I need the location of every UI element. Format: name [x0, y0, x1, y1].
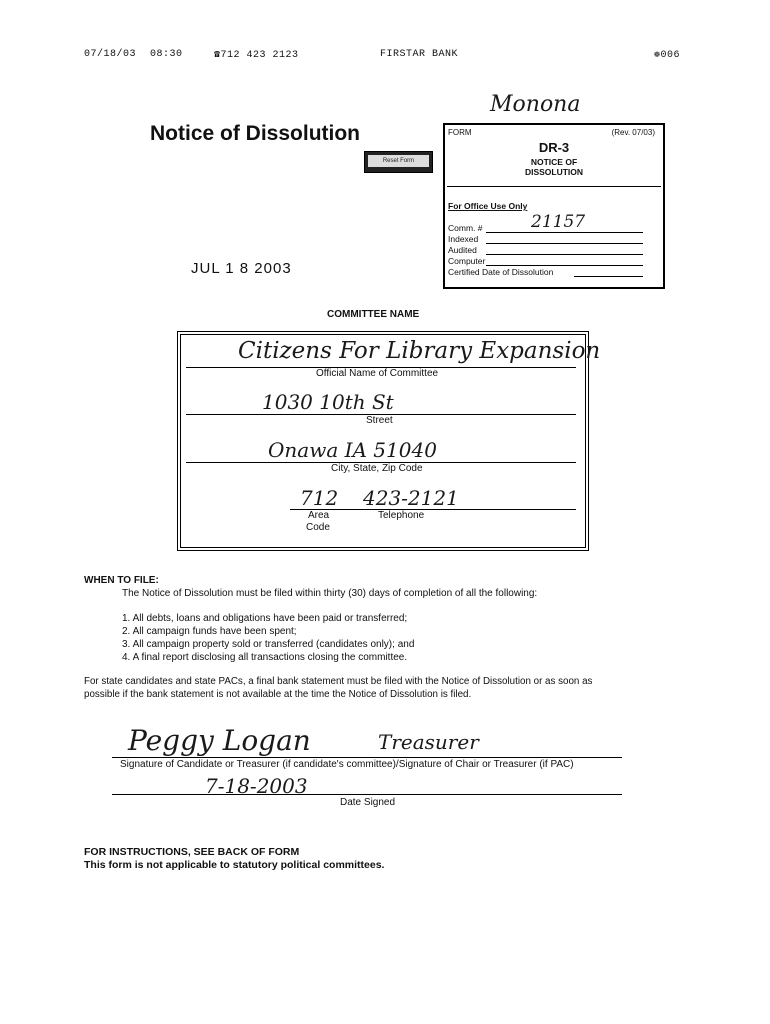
- handwritten-date-signed: 7-18-2003: [205, 774, 308, 798]
- reset-form-button[interactable]: [364, 151, 433, 173]
- area-code-caption-line1: Area: [308, 510, 330, 521]
- reset-form-label: Reset Form: [368, 155, 429, 167]
- form-name-line2: DISSOLUTION: [524, 167, 584, 177]
- date-signed-line: [112, 794, 622, 795]
- handwritten-signature: Peggy Logan: [128, 724, 311, 757]
- handwritten-street: 1030 10th St: [262, 390, 394, 414]
- handwritten-comm-number: 21157: [531, 212, 586, 232]
- page-title: Notice of Dissolution: [150, 122, 360, 145]
- state-note-line2: possible if the bank statement is not available at the time the Notice of Dissolution is filed.: [84, 689, 472, 700]
- official-name-caption: Official Name of Committee: [316, 368, 439, 379]
- fax-page-number: ❁006: [654, 50, 681, 61]
- handwritten-city-state-zip: Onawa IA 51040: [268, 438, 437, 462]
- city-state-zip-caption: City, State, Zip Code: [331, 463, 423, 474]
- handwritten-county: Monona: [490, 92, 581, 117]
- form-code: DR-3: [538, 140, 570, 155]
- fax-date: 07/18/03: [84, 49, 137, 60]
- office-field-certified-date: Certified Date of Dissolution: [448, 267, 643, 278]
- handwritten-signature-title: Treasurer: [378, 730, 479, 754]
- area-code-caption-line2: Code: [306, 522, 330, 533]
- requirement-item-3: 3. All campaign property sold or transferred (candidates only); and: [122, 639, 415, 650]
- when-to-file-heading: WHEN TO FILE:: [84, 575, 159, 586]
- footer-instructions: FOR INSTRUCTIONS, SEE BACK OF FORM: [84, 846, 300, 858]
- signature-caption: Signature of Candidate or Treasurer (if candidate's committee)/Signature of Chair or Treasurer (if PAC): [120, 759, 574, 770]
- fax-time: 08:30: [150, 49, 183, 60]
- when-to-file-intro: The Notice of Dissolution must be filed within thirty (30) days of completion of all the following:: [122, 588, 538, 599]
- form-name-line1: NOTICE OF: [530, 157, 578, 167]
- handwritten-area-code: 712: [300, 486, 339, 510]
- committee-info-box: [177, 331, 601, 551]
- office-field-audited: Audited: [448, 245, 643, 256]
- fax-bank: FIRSTAR BANK: [380, 49, 459, 60]
- handwritten-telephone: 423-2121: [363, 486, 459, 510]
- committee-name-heading: COMMITTEE NAME: [327, 309, 420, 320]
- date-signed-caption: Date Signed: [340, 797, 396, 808]
- form-label: FORM: [448, 128, 472, 137]
- divider: [447, 186, 661, 187]
- office-use-heading: For Office Use Only: [448, 201, 528, 211]
- form-info-box: [443, 123, 665, 289]
- state-note-line1: For state candidates and state PACs, a final bank statement must be filed with the Notice of Dissolution or as soon as: [84, 676, 593, 687]
- form-revision: (Rev. 07/03): [611, 128, 655, 137]
- office-field-comm: Comm. #: [448, 223, 643, 234]
- telephone-line: [290, 509, 576, 510]
- street-caption: Street: [366, 415, 393, 426]
- received-date-stamp: JUL 1 8 2003: [191, 260, 292, 277]
- office-field-indexed: Indexed: [448, 234, 643, 245]
- requirement-item-2: 2. All campaign funds have been spent;: [122, 626, 297, 637]
- office-field-computer: Computer: [448, 256, 643, 267]
- requirement-item-1: 1. All debts, loans and obligations have been paid or transferred;: [122, 613, 408, 624]
- fax-phone: ☎712 423 2123: [214, 50, 299, 61]
- footer-note: This form is not applicable to statutory political committees.: [84, 859, 385, 871]
- telephone-caption: Telephone: [378, 510, 425, 521]
- requirement-item-4: 4. A final report disclosing all transactions closing the committee.: [122, 652, 408, 663]
- handwritten-committee-name: Citizens For Library Expansion: [238, 338, 601, 364]
